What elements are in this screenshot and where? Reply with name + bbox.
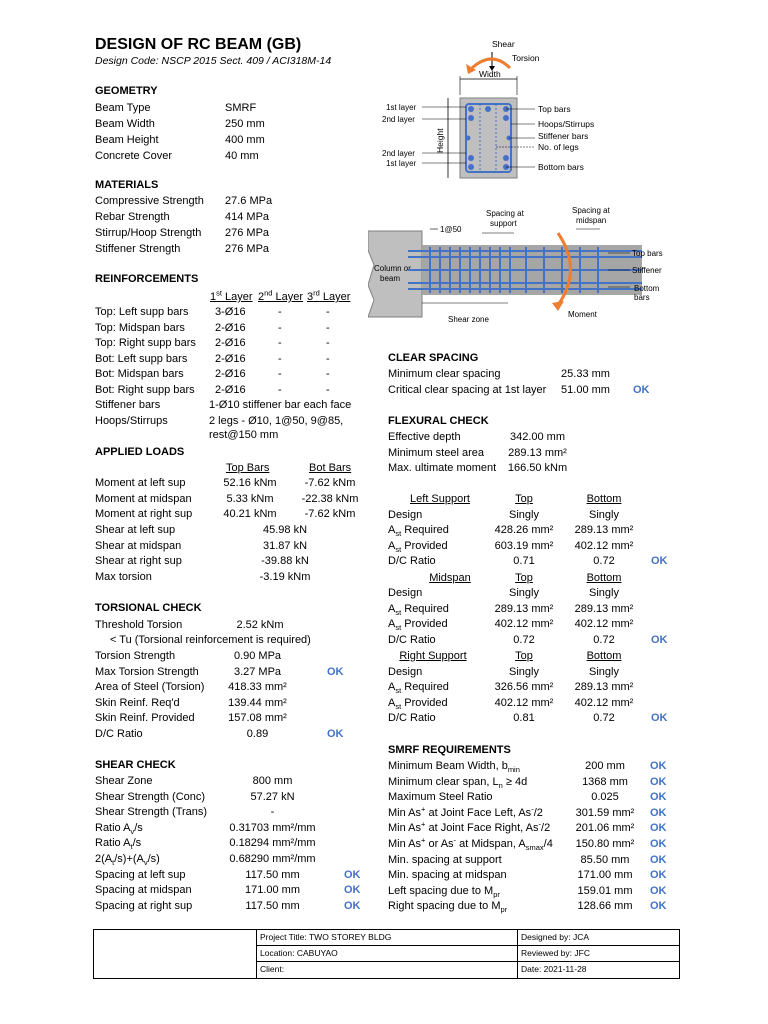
field-value: Singly [509,508,539,521]
field-label: Spacing at left sup [95,868,186,881]
col-header: Top Bars [226,462,270,474]
load-label: Moment at left sup [95,477,186,489]
layer-header: 3rd Layer [307,288,351,303]
field-label: D/C Ratio [388,712,436,725]
shear-zone-label: Shear zone [448,315,489,324]
rebar-layer1: 2-Ø16 [215,352,246,365]
col-top: Top [515,650,533,662]
field-value: 128.66 mm [577,900,633,913]
spacing-midspan-label: Spacing at [572,206,610,215]
svg-text:beam: beam [380,274,401,283]
field-label: $2(A_t/s)+(A_v/s)$ [95,853,160,868]
field-value: 402.12 mm² [574,539,634,552]
field-label: Stiffener Strength [95,243,181,255]
field-value: 0.72 [593,555,615,568]
section-heading: APPLIED LOADS [95,446,185,458]
rebar-layer1: 2-Ø16 [215,384,246,396]
load-label: Shear at midspan [95,539,182,552]
torsion-label: Torsion [512,53,540,63]
ok-badge: OK [650,884,667,897]
load-label: Moment at midspan [95,492,192,505]
torsion-note: < Tu (Torsional reinforcement is required) [110,634,311,646]
ok-badge: OK [651,555,668,568]
section-heading: REINFORCEMENTS [95,273,199,285]
field-value: 402.12 mm² [494,618,554,631]
field-value: 57.27 kN [250,790,295,803]
field-value: 418.33 mm² [228,681,287,694]
field-value: 27.6 MPa [225,195,273,207]
rebar-layer3: - [326,321,330,334]
field-value: 400 mm [225,134,265,146]
rebar-layer1: 3-Ø16 [215,306,246,318]
ast-required-label: $A_{st}$ Required [388,602,449,617]
first-spacing-label: 1@50 [440,225,462,234]
rebar-label: Bot: Right supp bars [95,384,195,396]
ok-badge: OK [650,869,667,882]
field-label: Skin Reinf. Provided [95,712,195,725]
field-value: 603.19 mm² [494,539,554,552]
field-label: Stiffener bars [95,399,161,411]
field-label: Compressive Strength [95,195,204,207]
load-value: -39.88 kN [261,555,309,568]
field-label: D/C Ratio [388,633,436,646]
field-value: 157.08 mm² [228,712,287,725]
field-value: 171.00 mm [244,884,301,897]
group-name: Midspan [429,571,471,584]
svg-text:bars: bars [634,293,650,302]
col-bottom: Bottom [586,571,622,584]
field-value: 200 mm [585,760,625,772]
legs-label: No. of legs [538,142,579,152]
field-value: 51.00 mm [561,384,610,396]
field-label: Ratio $A_t/s$ [95,837,142,852]
layer-label: 1st layer [386,103,417,112]
column-label: Column or [374,264,411,273]
field-label: Beam Type [95,102,151,114]
field-value: Singly [509,665,539,678]
top-bars-label: Top bars [538,104,571,114]
field-value: 402.12 mm² [494,696,554,709]
smrf-label: Min As+ at Joint Face Left, As-/2 [388,804,543,819]
field-label: Max. ultimate moment [388,462,497,475]
ast-provided-label: $A_{st}$ Provided [388,618,448,633]
title-block [93,929,680,979]
field-label: Hoops/Stirrups [95,415,168,427]
ok-badge: OK [650,900,667,913]
rebar-layer2: - [278,306,282,318]
field-label: Concrete Cover [95,150,173,162]
ok-badge: OK [650,838,667,850]
field-value: 159.01 mm [577,884,633,897]
layer-label: 1st layer [386,159,417,168]
section-heading: GEOMETRY [95,85,158,97]
field-value: 402.12 mm² [574,618,634,631]
section-heading: SHEAR CHECK [95,759,176,771]
ok-badge: OK [344,868,361,881]
svg-text:support: support [490,219,517,228]
field-value: 0.025 [591,791,619,804]
field-value: 0.71 [513,555,535,568]
col-top: Top [515,493,533,505]
client: Client: [260,964,285,974]
rebar-layer3: - [326,384,330,396]
section-heading: CLEAR SPACING [388,352,479,364]
field-label: Minimum clear spacing [388,368,501,380]
col-header: Bot Bars [309,462,352,474]
load-value: 45.98 kN [262,524,308,536]
smrf-label: Right spacing due to $M_{pr}$ [388,900,508,915]
field-label: Design [388,587,423,600]
elev-top-bars: Top bars [632,249,663,258]
col-top: Top [515,571,533,584]
ok-badge: OK [327,665,344,678]
field-value: 1-Ø10 stiffener bar each face [209,399,352,411]
field-value: 0.72 [513,633,535,646]
field-value: - [270,806,275,819]
field-value: 402.12 mm² [574,696,634,709]
load-value: -3.19 kNm [259,570,311,583]
field-value: Singly [589,665,619,678]
field-value: 2.52 kNm [236,619,284,631]
beam-elevation-diagram [368,205,673,327]
field-value: 0.72 [593,712,615,725]
field-label: Torsion Strength [95,650,176,662]
rebar-layer3: - [326,306,330,318]
field-value: Singly [509,587,539,600]
moment-label: Moment [568,310,597,319]
group-name: Left Support [410,493,470,505]
field-value: 171.00 mm [577,869,633,882]
height-label: Height [435,128,445,153]
field-value: 414 MPa [225,211,270,223]
field-value: SMRF [225,102,257,114]
project-title: Project Title: TWO STOREY BLDG [260,932,392,942]
smrf-label: Min As+ or As- at Midspan, $A_{smax}/4$ [388,835,553,853]
ok-badge: OK [633,384,650,396]
shear-label: Shear [492,39,515,49]
field-value: 800 mm [252,775,293,787]
section-heading: MATERIALS [95,179,159,191]
beam-section-diagram [380,38,670,183]
ok-badge: OK [344,899,361,912]
reviewed-by: Reviewed by: JFC [521,948,590,958]
rebar-label: Bot: Midspan bars [95,368,184,381]
field-label: D/C Ratio [388,555,436,568]
ok-badge: OK [650,822,667,835]
field-label: Stirrup/Hoop Strength [95,227,202,239]
width-label: Width [479,69,501,79]
rebar-layer2: - [278,384,282,396]
load-bot: -7.62 kNm [304,477,356,489]
design-code: Design Code: NSCP 2015 Sect. 409 / ACI318M-14 [95,55,332,67]
rebar-layer1: 2-Ø16 [215,337,246,350]
rebar-layer3: - [326,368,330,381]
field-value: 2 legs - Ø10, 1@50, 9@85, [209,415,344,427]
field-label: Shear Strength (Trans) [95,806,208,819]
elev-bottom-bars: Bottom [634,284,660,293]
field-value: 117.50 mm [245,868,300,881]
page-title: DESIGN OF RC BEAM (GB) [95,36,302,53]
rebar-label: Bot: Left supp bars [95,352,188,365]
field-value: 1368 mm [582,775,628,788]
ast-provided-label: $A_{st}$ Provided [388,696,448,711]
rebar-label: Top: Left supp bars [95,306,189,318]
rebar-layer2: - [278,321,282,334]
spacing-support-label: Spacing at [486,209,524,218]
field-value: 289.13 mm² [574,602,634,615]
load-top: 52.16 kNm [223,477,277,489]
ok-badge: OK [650,791,667,804]
rebar-layer1: 2-Ø16 [215,368,246,381]
field-label: Spacing at right sup [95,899,193,912]
layer-header: 1st Layer [210,288,253,303]
field-value: rest@150 mm [209,429,279,441]
field-value: 289.13 mm² [574,681,634,694]
field-label: Design [388,508,423,521]
field-label: Threshold Torsion [95,619,183,631]
ok-badge: OK [651,712,668,725]
load-label: Moment at right sup [95,508,193,521]
rebar-layer1: 2-Ø16 [215,321,246,334]
elev-stiffener: Stiffener [632,266,662,275]
ast-required-label: $A_{st}$ Required [388,524,449,539]
field-label: Ratio $A_v/s$ [95,821,143,836]
ok-badge: OK [650,853,667,866]
rebar-layer2: - [278,337,282,350]
date: Date: 2021-11-28 [521,964,587,974]
smrf-label: Minimum Beam Width, $b_{min}$ [388,760,520,775]
field-label: Max Torsion Strength [95,665,199,678]
field-value: 150.80 mm² [575,838,635,850]
ok-badge: OK [651,633,668,646]
field-label: Critical clear spacing at 1st layer [388,384,547,396]
ok-badge: OK [344,884,361,897]
field-value: 289.13 mm² [508,446,567,459]
section-heading: SMRF REQUIREMENTS [388,744,511,756]
field-label: Beam Width [95,118,155,130]
load-bot: -7.62 kNm [304,508,356,521]
ok-badge: OK [327,728,344,740]
smrf-label: Min. spacing at support [388,853,502,866]
field-label: Area of Steel (Torsion) [95,681,205,694]
layer-label: 2nd layer [382,115,415,124]
layer-header: 2nd Layer [258,288,304,303]
field-value: 326.56 mm² [494,681,554,694]
load-label: Shear at left sup [95,524,176,536]
field-value: 289.13 mm² [494,602,554,615]
rebar-label: Top: Midspan bars [95,321,185,334]
field-value: 342.00 mm [509,431,566,443]
field-label: Skin Reinf. Req'd [95,696,180,709]
ast-provided-label: $A_{st}$ Provided [388,539,448,554]
field-value: 0.31703 mm²/mm [229,821,316,834]
rebar-label: Top: Right supp bars [95,337,196,350]
field-value: 117.50 mm [245,899,300,912]
rebar-layer3: - [326,337,330,350]
smrf-label: Minimum clear span, $L_n \ge 4d$ [388,775,528,790]
field-value: 0.68290 mm²/mm [229,853,316,865]
smrf-label: Min As+ at Joint Face Right, As-/2 [388,819,551,835]
field-value: 139.44 mm² [228,696,287,709]
load-label: Max torsion [95,570,152,583]
field-value: 276 MPa [225,243,270,255]
svg-text:midspan: midspan [576,216,607,225]
field-value: 276 MPa [225,227,270,239]
field-label: Shear Zone [95,775,153,787]
smrf-label: Maximum Steel Ratio [388,791,493,804]
field-label: Rebar Strength [95,211,170,223]
rebar-layer3: - [326,352,330,365]
section-heading: FLEXURAL CHECK [388,415,489,427]
field-value: 0.18294 mm²/mm [229,837,316,850]
bottom-bars-label: Bottom bars [538,162,584,172]
field-value: 0.89 [246,728,269,740]
col-bottom: Bottom [586,493,622,505]
field-value: Singly [589,508,619,521]
ast-required-label: $A_{st}$ Required [388,681,449,696]
field-label: Design [388,665,423,678]
ok-badge: OK [650,806,667,819]
field-label: Spacing at midspan [95,884,192,897]
field-value: 250 mm [225,118,265,130]
field-value: 0.72 [593,633,615,646]
field-label: Minimum steel area [388,446,484,459]
ok-badge: OK [650,775,667,788]
stiffener-label: Stiffener bars [538,131,589,141]
layer-label: 2nd layer [382,149,415,158]
field-label: Shear Strength (Conc) [95,790,206,803]
field-value: 40 mm [225,150,259,162]
designed-by: Designed by: JCA [521,932,590,942]
load-top: 5.33 kNm [226,492,274,505]
field-value: 201.06 mm² [575,822,635,835]
hoops-label: Hoops/Stirrups [538,119,595,129]
rebar-layer2: - [278,368,282,381]
load-label: Shear at right sup [95,555,182,568]
field-label: Beam Height [95,134,159,146]
field-value: 166.50 kNm [507,462,568,475]
field-value: 0.90 MPa [233,650,282,662]
rebar-layer2: - [278,352,282,365]
ok-badge: OK [650,760,667,772]
group-name: Right Support [399,650,467,662]
location: Location: CABUYAO [260,948,338,958]
field-label: Effective depth [388,431,461,443]
load-top: 40.21 kNm [223,508,277,521]
field-label: D/C Ratio [95,728,143,740]
field-value: 0.81 [513,712,535,725]
load-value: 31.87 kN [262,539,308,552]
field-value: 25.33 mm [561,368,610,380]
load-bot: -22.38 kNm [301,492,359,505]
field-value: 85.50 mm [580,853,630,866]
field-value: Singly [589,587,619,600]
smrf-label: Min. spacing at midspan [388,869,507,882]
smrf-label: Left spacing due to $M_{pr}$ [388,884,500,899]
field-value: 3.27 MPa [233,665,282,678]
section-heading: TORSIONAL CHECK [95,602,202,614]
col-bottom: Bottom [586,650,622,662]
field-value: 301.59 mm² [575,806,635,819]
field-value: 428.26 mm² [494,524,554,537]
field-value: 289.13 mm² [574,524,634,537]
